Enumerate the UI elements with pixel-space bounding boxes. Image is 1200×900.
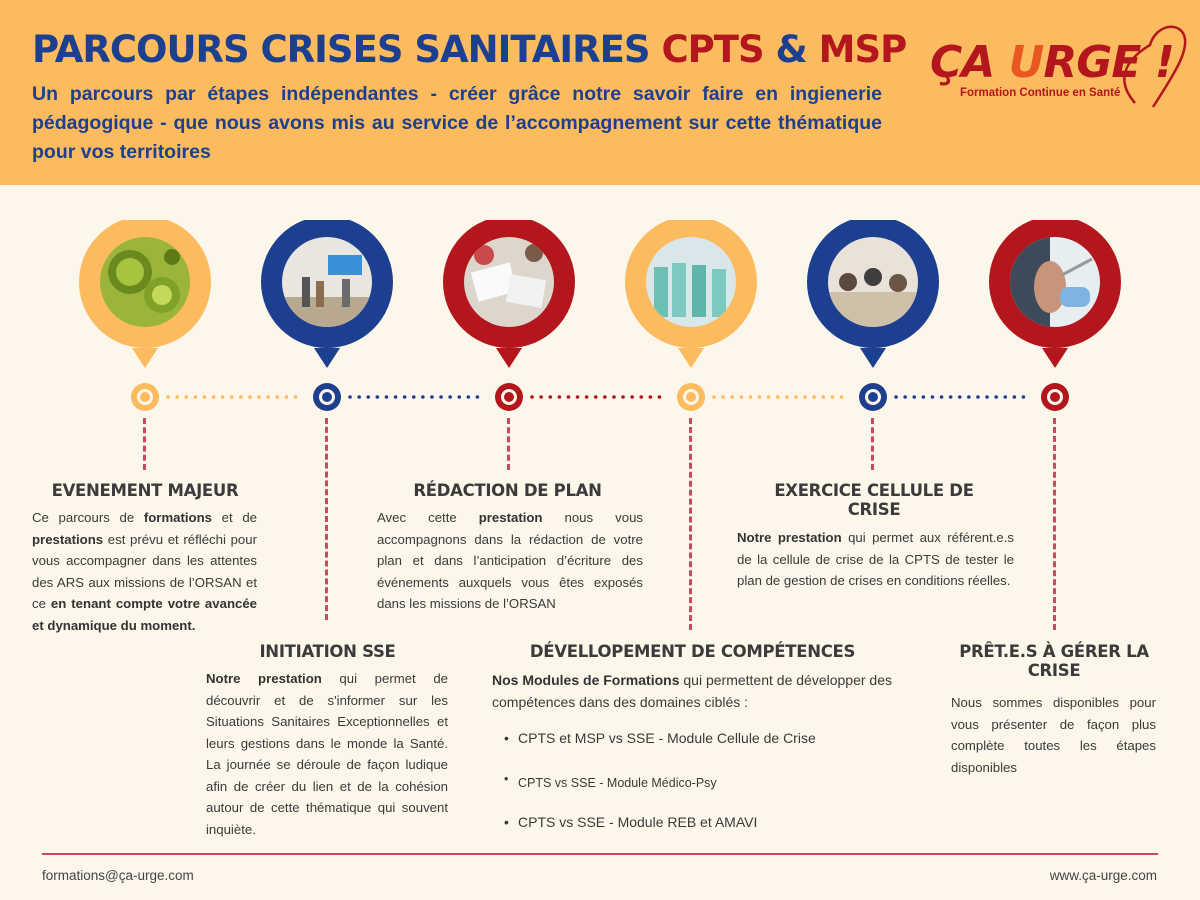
timeline-node-3	[495, 383, 523, 411]
timeline-node-4	[677, 383, 705, 411]
logo: ÇA URGE ! Formation Continue en Santé	[925, 15, 1190, 115]
pin-medical-team	[624, 220, 758, 370]
vaccination-photo	[1010, 237, 1100, 327]
page-title: PARCOURS CRISES SANITAIRES CPTS & MSP	[32, 28, 907, 71]
step-6-title: PRÊT.E.S À GÉRER LA CRISE	[959, 642, 1149, 680]
stem-2	[325, 418, 328, 620]
footer-email[interactable]: formations@ça-urge.com	[42, 868, 194, 883]
step-6-text: Nous sommes disponibles pour vous présenter de façon plus complète toutes les étapes disponibles	[951, 695, 1156, 775]
module-item: • CPTS vs SSE - Module Médico-Psy	[500, 772, 900, 814]
pin-virus	[78, 220, 212, 370]
timeline-node-1	[131, 383, 159, 411]
page-subtitle: Un parcours par étapes indépendantes - créer grâce notre savoir faire en ingienerie pédagogique - que nous avons mis au service de l’accompagnement sur cette thématique pour vos territoires	[32, 83, 882, 163]
step-1-title: EVENEMENT MAJEUR	[51, 481, 239, 500]
logo-tagline: Formation Continue en Santé	[960, 87, 1121, 99]
module-item: • CPTS et MSP vs SSE - Module Cellule de Crise	[500, 730, 900, 772]
title-cpts: CPTS	[661, 28, 764, 71]
footer-divider	[42, 853, 1158, 855]
timeline-node-5	[859, 383, 887, 411]
step-4-title: DÉVELLOPEMENT DE COMPÉTENCES	[529, 642, 856, 661]
virus-image	[100, 237, 190, 327]
step-3-title: RÉDACTION DE PLAN	[413, 481, 602, 500]
title-msp: MSP	[818, 28, 907, 71]
step-3-text: Avec cette prestation nous vous accompagnons dans la rédaction de votre plan et dans l’anticipation d’écriture des événements auxquels vous êtes exposés dans les missions de l’ORSAN	[377, 510, 643, 611]
pin-documents	[442, 220, 576, 370]
stem-1	[143, 418, 146, 470]
documents-photo	[464, 237, 554, 327]
stem-6	[1053, 418, 1056, 630]
stem-4	[689, 418, 692, 630]
step-1-text: Ce parcours de formations et de prestations est prévu et réfléchi pour vous accompagner dans les attentes des ARS aux missions de l’ORSAN et ce en tenant compte votre avancée et dynamique du moment.	[32, 510, 258, 633]
modules-list	[500, 730, 900, 830]
timeline-node-2	[313, 383, 341, 411]
medical-team-photo	[646, 237, 736, 327]
step-2-text: Notre prestation qui permet de découvrir et de s'informer sur les Situations Sanitaires Exceptionnelles et leurs gestions dans le monde la Santé. La journée se déroule de façon ludique afin de créer du lien et de la cohésion autour de cette thématique qui souvent inquiète.	[206, 671, 448, 837]
step-4-text: Nos Modules de Formations qui permettent de développer des compétences dans des domaines ciblés :	[492, 672, 892, 710]
crisis-cell-photo	[828, 237, 918, 327]
timeline-node-6	[1041, 383, 1069, 411]
step-2-title: INITIATION SSE	[259, 642, 396, 661]
pin-vaccination	[988, 220, 1122, 370]
stem-3	[507, 418, 510, 470]
stem-5	[871, 418, 874, 470]
footer-website[interactable]: www.ça-urge.com	[1049, 868, 1157, 883]
meeting-photo	[282, 237, 372, 327]
timeline	[0, 380, 1200, 420]
step-5-title: EXERCICE CELLULE DE CRISE	[774, 481, 974, 519]
module-item: • CPTS vs SSE - Module REB et AMAVI	[500, 814, 900, 830]
pin-meeting	[260, 220, 394, 370]
step-5-text: Notre prestation qui permet aux référent.e.s de la cellule de crise de la CPTS de tester le plan de gestion de crises en conditions réelles.	[737, 530, 1014, 588]
pin-crisis-cell	[806, 220, 940, 370]
